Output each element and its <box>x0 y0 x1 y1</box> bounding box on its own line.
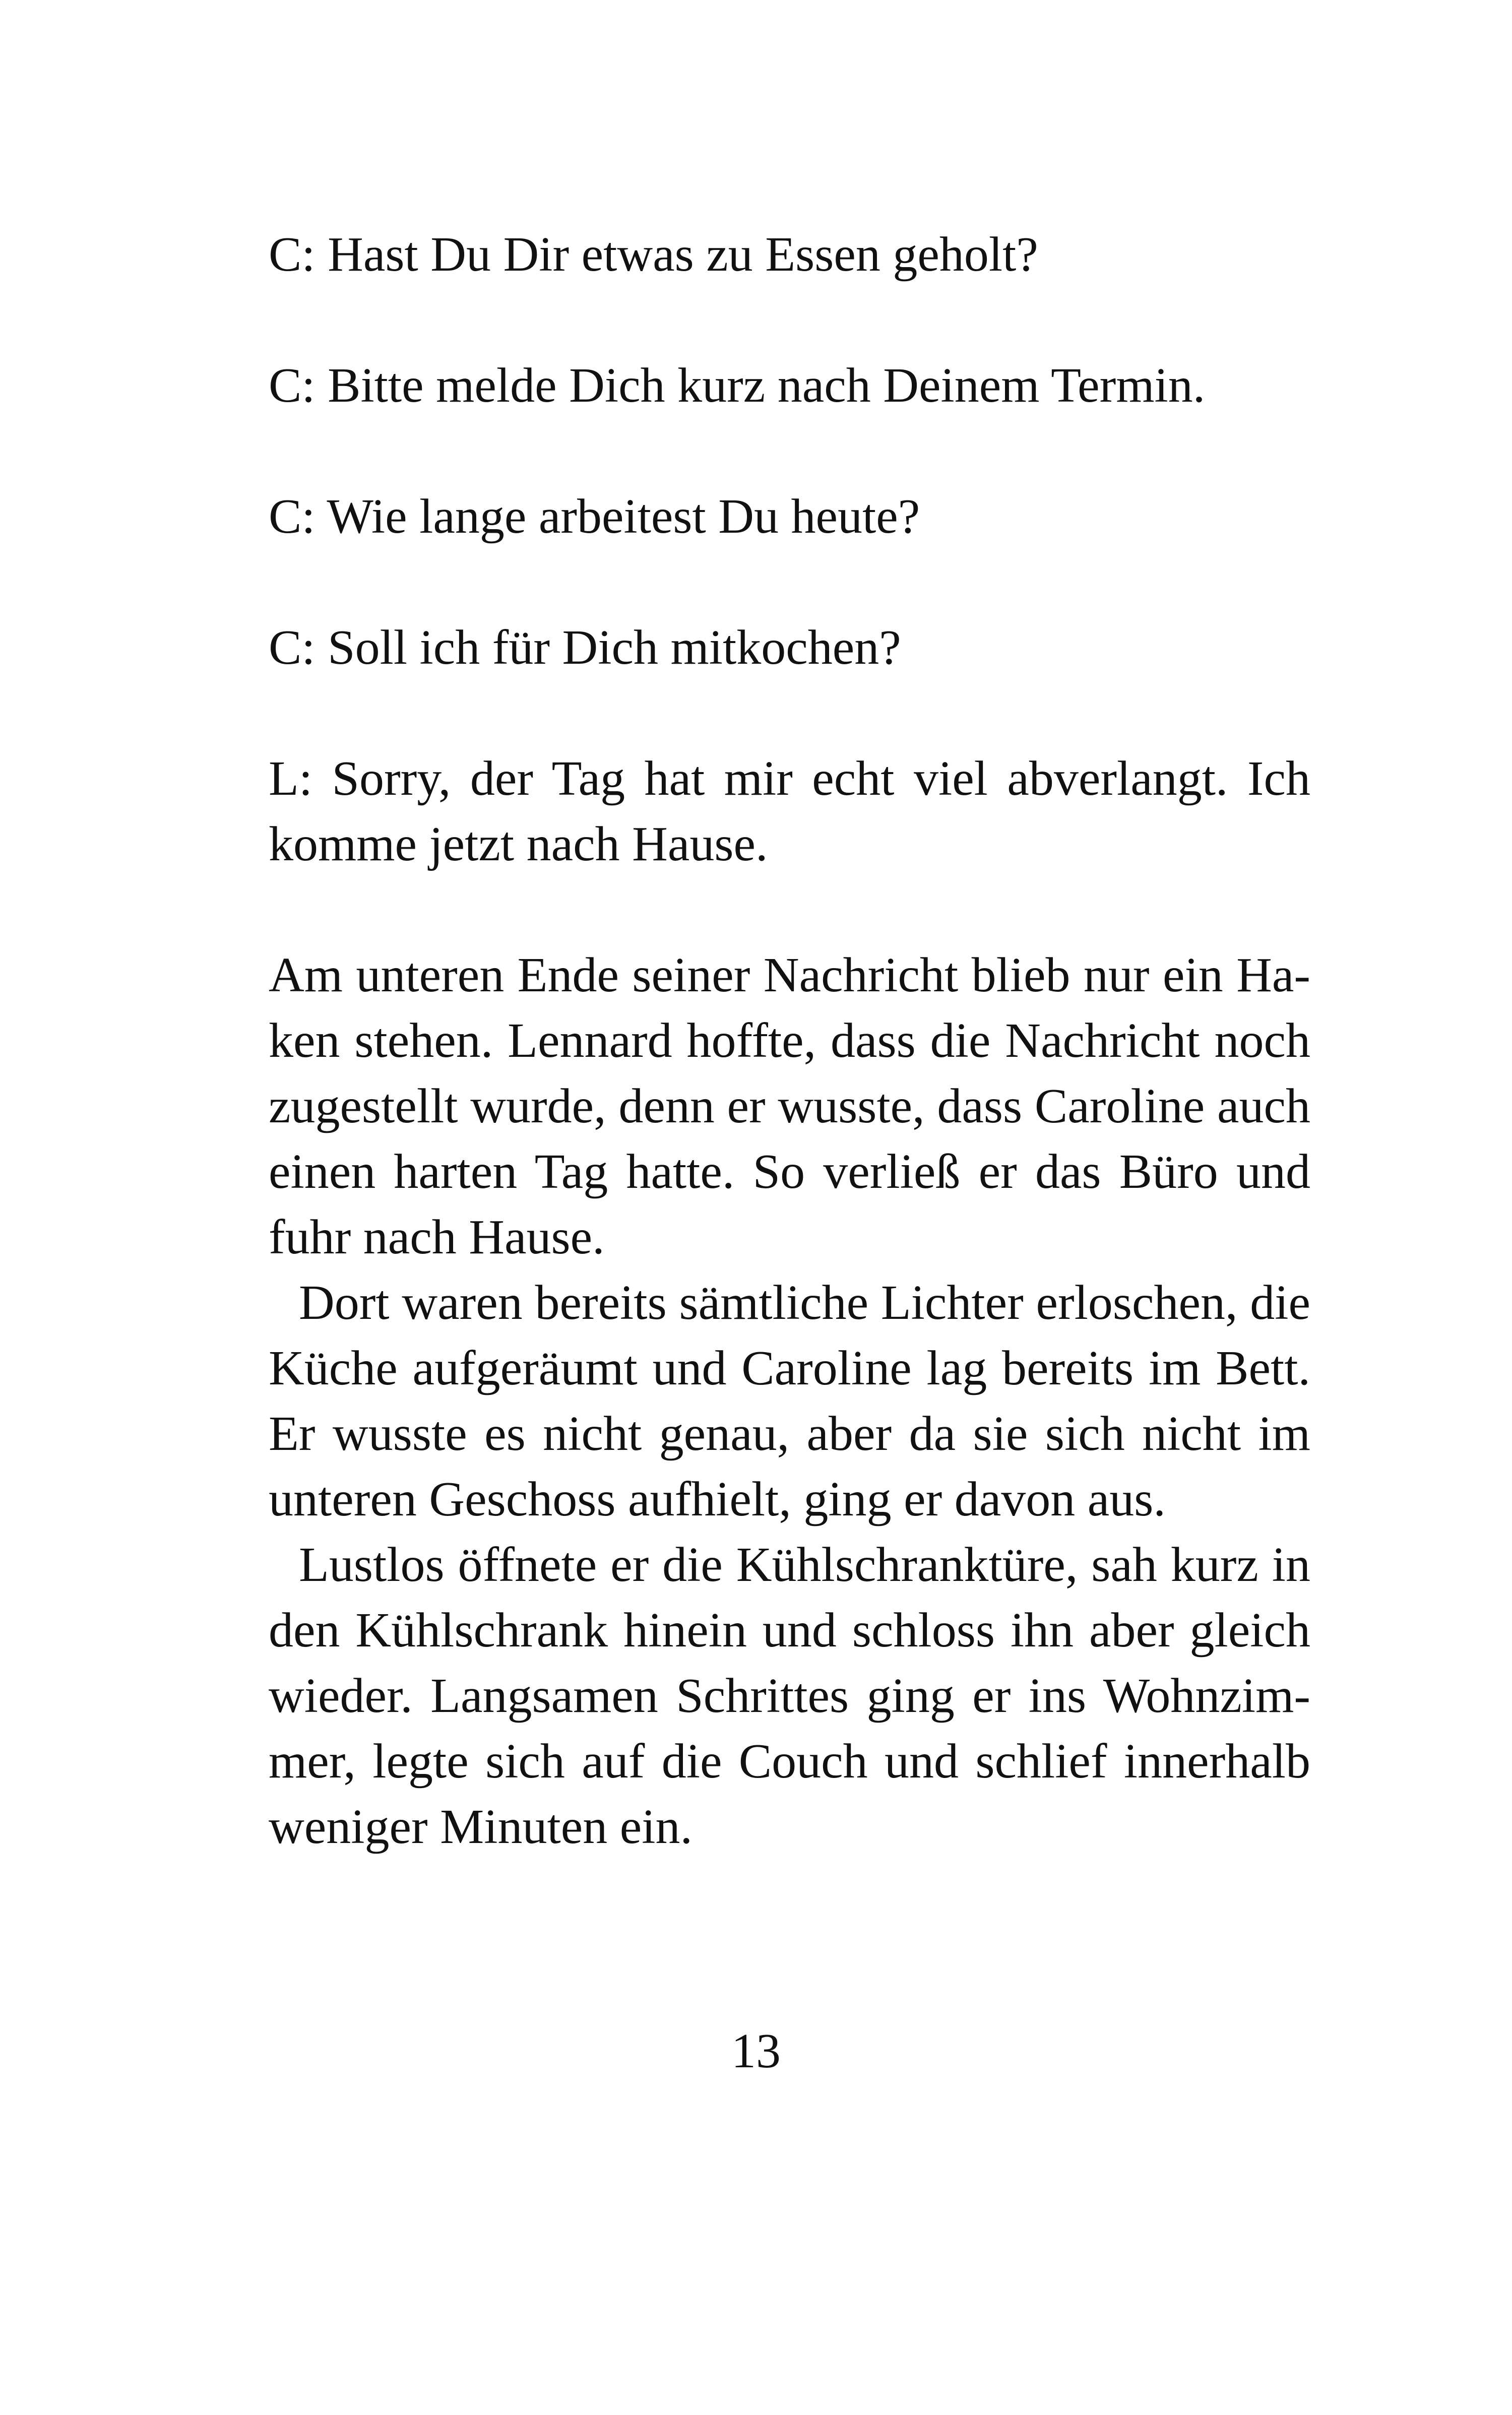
chat-reply <box>269 746 1310 877</box>
paragraph-line: Dort waren bereits sämtliche Lichter erloschen, die <box>299 1276 1310 1330</box>
chat-message-2 <box>269 353 1310 418</box>
paragraph-line: mer, legte sich auf die Couch und schlief innerhalb <box>269 1734 1310 1789</box>
paragraph-line: unteren Geschoss aufhielt, ging er davon aus. <box>269 1472 1166 1527</box>
message-text: C: Bitte melde Dich kurz nach Deinem Termin. <box>269 358 1206 413</box>
page-number: 13 <box>731 2024 781 2078</box>
paragraph-line: den Kühlschrank hinein und schloss ihn aber gleich <box>269 1603 1310 1658</box>
chat-message-3 <box>269 484 1310 549</box>
paragraph-line: Am unteren Ende seiner Nachricht blieb nur ein Ha- <box>269 948 1310 1002</box>
paragraph-line: Küche aufgeräumt und Caroline lag bereits im Bett. <box>269 1341 1310 1395</box>
message-text: C: Wie lange arbeitest Du heute? <box>269 489 920 544</box>
paragraph-2 <box>269 1270 1310 1532</box>
reply-line-2: komme jetzt nach Hause. <box>269 817 768 871</box>
chat-message-4 <box>269 615 1310 680</box>
paragraph-line: fuhr nach Hause. <box>269 1210 605 1264</box>
paragraph-1 <box>269 942 1310 1270</box>
paragraph-line: zugestellt wurde, denn er wusste, dass Caroline auch <box>269 1079 1310 1133</box>
paragraph-line: wieder. Langsamen Schrittes ging er ins Wohnzim- <box>269 1669 1310 1723</box>
message-text: C: Soll ich für Dich mitkochen? <box>269 620 901 675</box>
message-text: C: Hast Du Dir etwas zu Essen geholt? <box>269 227 1038 282</box>
paragraph-line: ken stehen. Lennard hoffte, dass die Nachricht noch <box>269 1013 1310 1068</box>
paragraph-line: Er wusste es nicht genau, aber da sie sich nicht im <box>269 1407 1310 1461</box>
chat-message-1 <box>269 222 1310 287</box>
paragraph-line: weniger Minuten ein. <box>269 1800 692 1854</box>
reply-line-1: L: Sorry, der Tag hat mir echt viel abverlangt. Ich <box>269 751 1310 806</box>
paragraph-3 <box>269 1532 1310 1860</box>
paragraph-line: einen harten Tag hatte. So verließ er das Büro und <box>269 1145 1310 1199</box>
paragraph-line: Lustlos öffnete er die Kühlschranktüre, sah kurz in <box>299 1538 1310 1592</box>
